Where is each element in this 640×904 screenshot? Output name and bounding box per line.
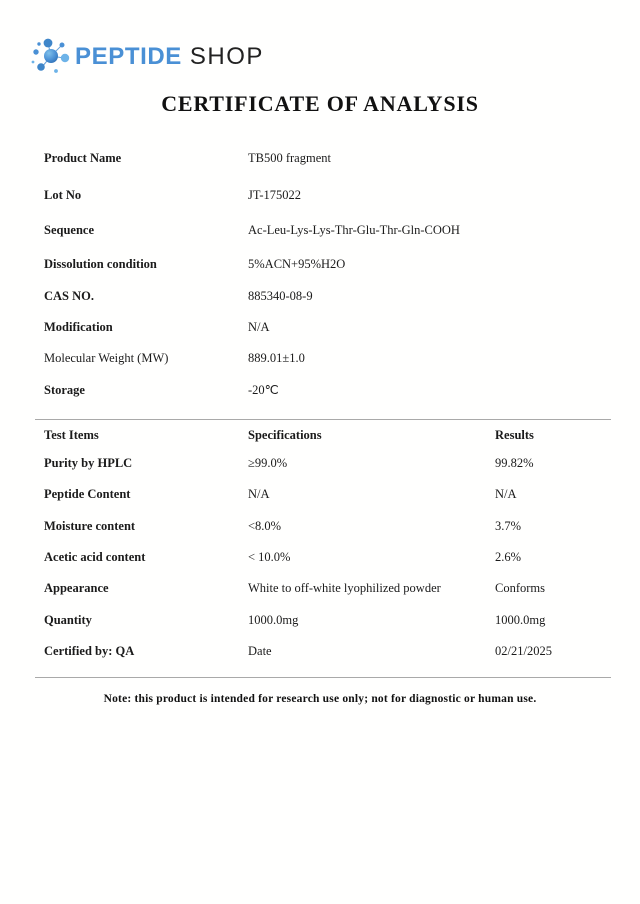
test-item: Purity by HPLC <box>44 456 133 471</box>
test-specification: N/A <box>248 487 270 502</box>
footer-note: Note: this product is intended for research use only; not for diagnostic or human use. <box>103 693 537 705</box>
info-row-dissolution-condition <box>44 248 611 280</box>
test-item: Peptide Content <box>44 487 131 502</box>
column-header-results: Results <box>495 427 534 442</box>
test-result: 99.82% <box>495 456 534 471</box>
brand-logo <box>29 34 264 80</box>
info-value: N/A <box>248 320 270 334</box>
table-row-moisture-content <box>35 511 611 542</box>
table-row-certified-by <box>35 636 611 667</box>
info-row-cas-no <box>44 280 611 312</box>
test-item: Certified by: QA <box>44 643 135 658</box>
info-row-molecular-weight <box>44 343 611 374</box>
info-label: Storage <box>44 382 85 397</box>
test-results-table <box>35 419 611 678</box>
column-header-test-items: Test Items <box>44 427 99 442</box>
info-value: TB500 fragment <box>248 151 331 165</box>
molecule-dots-icon <box>29 34 71 80</box>
test-specification: White to off-white lyophilized powder <box>248 581 441 596</box>
table-row-appearance <box>35 573 611 604</box>
test-specification: ≥99.0% <box>248 456 288 471</box>
info-label: Molecular Weight (MW) <box>44 351 169 365</box>
test-item: Quantity <box>44 612 92 627</box>
test-specification: 1000.0mg <box>248 612 299 627</box>
brand-name-primary: PEPTIDE <box>75 43 182 70</box>
info-row-modification <box>44 312 611 343</box>
test-item: Moisture content <box>44 518 136 533</box>
test-item: Appearance <box>44 581 109 596</box>
table-row-acetic-acid <box>35 542 611 573</box>
test-specification: <8.0% <box>248 518 282 533</box>
test-result: 2.6% <box>495 550 522 565</box>
info-row-product-name <box>44 140 611 177</box>
product-info-section <box>44 140 611 406</box>
info-label: Lot No <box>44 187 82 202</box>
brand-name-secondary: SHOP <box>189 43 264 70</box>
test-item: Acetic acid content <box>44 550 146 565</box>
test-specification: Date <box>248 643 272 658</box>
info-row-sequence <box>44 213 611 248</box>
test-specification: < 10.0% <box>248 550 291 565</box>
info-value: 889.01±1.0 <box>248 351 305 365</box>
info-value: JT-175022 <box>248 187 302 202</box>
info-label: Modification <box>44 320 113 334</box>
table-row-peptide-content <box>35 479 611 510</box>
info-value: -20℃ <box>248 383 279 397</box>
test-result: Conforms <box>495 581 545 596</box>
info-label: Product Name <box>44 151 122 165</box>
page-title: CERTIFICATE OF ANALYSIS <box>161 91 479 116</box>
info-label: CAS NO. <box>44 288 95 303</box>
info-label: Dissolution condition <box>44 256 157 271</box>
info-value: 5%ACN+95%H2O <box>248 256 346 271</box>
info-row-storage <box>44 374 611 406</box>
info-row-lot-no <box>44 177 611 213</box>
info-value: 885340-08-9 <box>248 288 313 303</box>
test-result: N/A <box>495 487 517 502</box>
table-header-row <box>35 420 611 448</box>
table-row-purity <box>35 448 611 479</box>
test-result: 1000.0mg <box>495 612 546 627</box>
table-row-quantity <box>35 604 611 635</box>
column-header-specifications: Specifications <box>248 427 322 442</box>
test-result: 02/21/2025 <box>495 643 552 658</box>
test-result: 3.7% <box>495 518 522 533</box>
info-label: Sequence <box>44 223 94 237</box>
info-value: Ac-Leu-Lys-Lys-Thr-Glu-Thr-Gln-COOH <box>248 223 460 237</box>
